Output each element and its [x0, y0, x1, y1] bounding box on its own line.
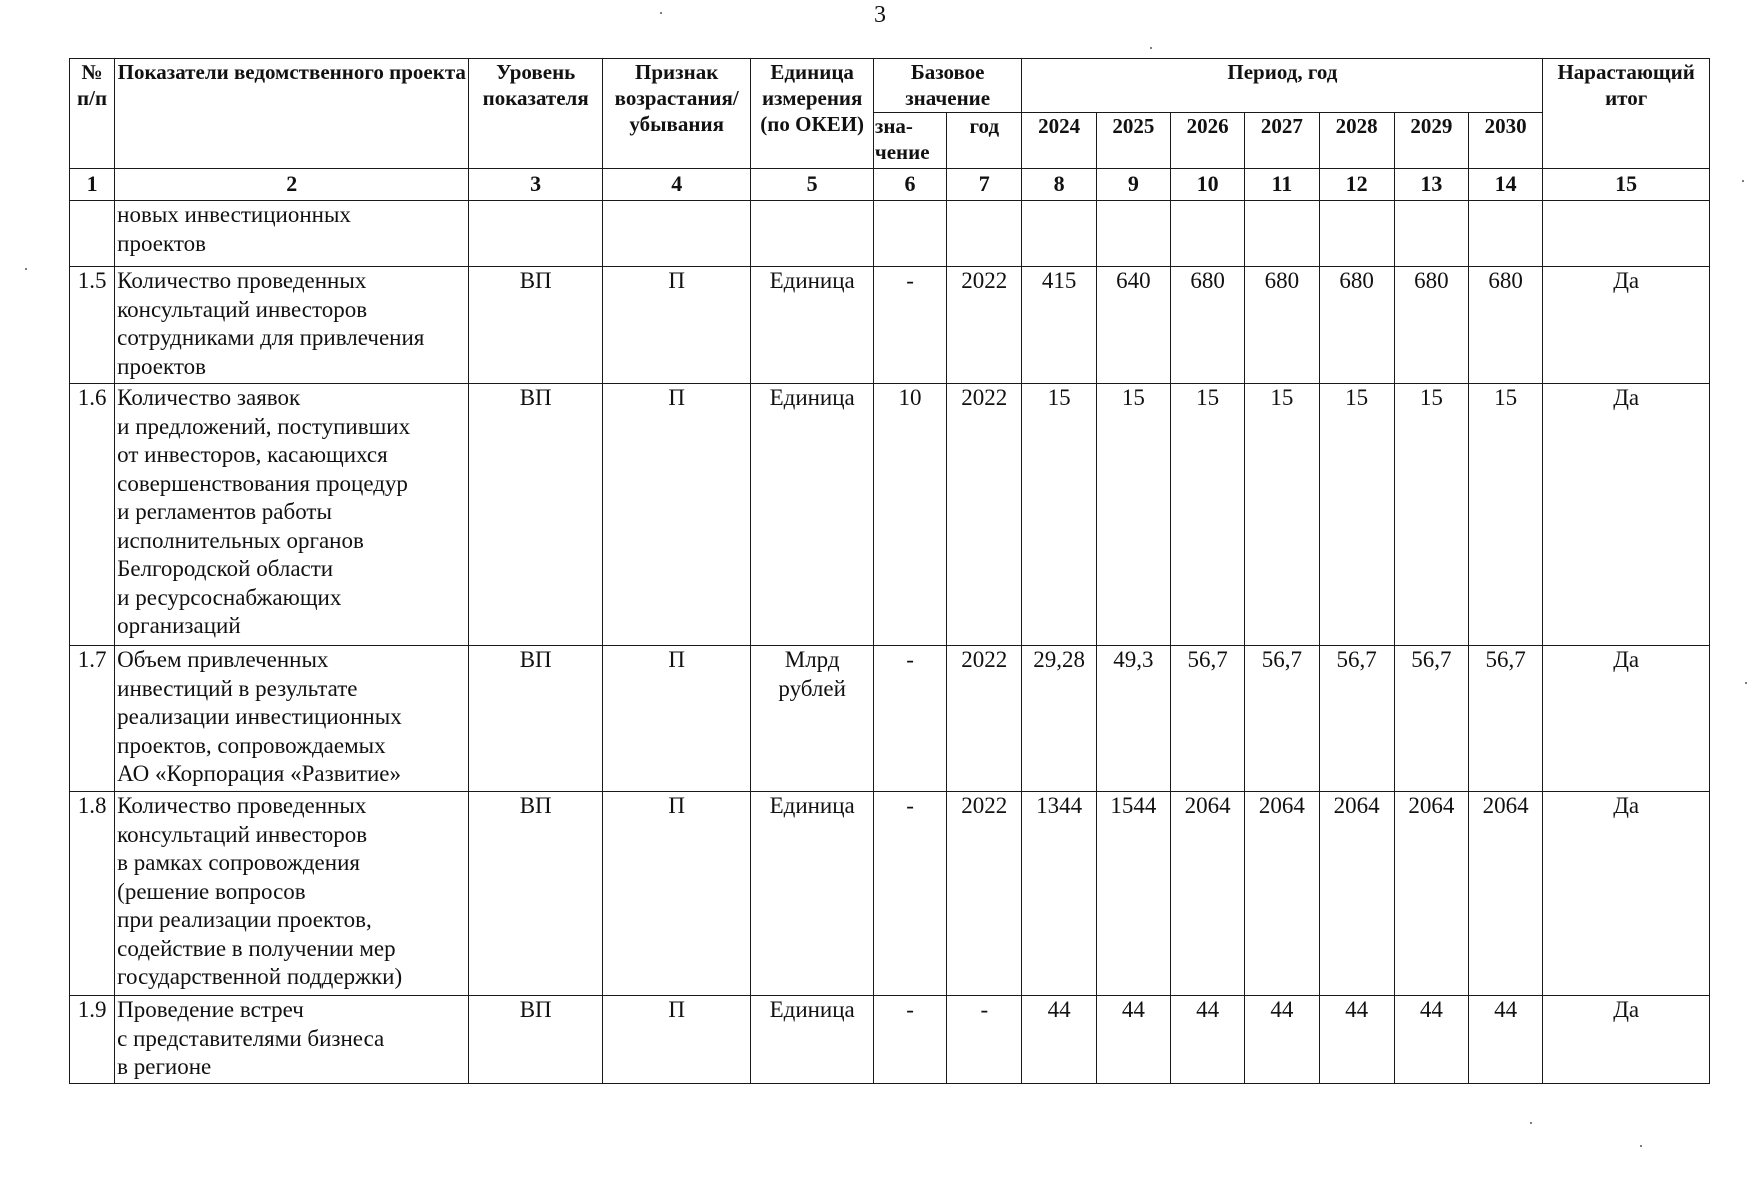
table-row-continuation: [70, 201, 1710, 267]
cell-value: 2064: [1469, 792, 1543, 996]
header-year: 2026: [1170, 113, 1244, 169]
cell-value: 2064: [1245, 792, 1319, 996]
cell-unit: Млрд рублей: [751, 646, 873, 792]
scan-speck: [660, 12, 662, 14]
cell-base-value: -: [873, 646, 946, 792]
cell-total: Да: [1543, 267, 1710, 384]
cell-indicator: Количество проведенных консультаций инвесторов в рамках сопровождения (решение вопросов при реализации проектов, содействие в получении мер государственной поддержки): [115, 792, 469, 996]
cell-indicator: новых инвестиционных проектов: [115, 201, 469, 267]
cell-empty: [1245, 201, 1319, 267]
scan-speck: [1640, 1145, 1642, 1147]
cell-base-year: -: [947, 996, 1022, 1084]
cell-value: 44: [1022, 996, 1096, 1084]
scan-speck: [1742, 180, 1744, 182]
cell-value: 44: [1394, 996, 1468, 1084]
cell-value: 56,7: [1170, 646, 1244, 792]
cell-value: 56,7: [1469, 646, 1543, 792]
cell-value: 29,28: [1022, 646, 1096, 792]
cell-base-year: 2022: [947, 792, 1022, 996]
column-number: 11: [1245, 169, 1319, 201]
column-number: 15: [1543, 169, 1710, 201]
cell-unit: Единица: [751, 792, 873, 996]
header-num: № п/п: [70, 59, 115, 169]
scan-speck: [1150, 47, 1152, 49]
cell-value: 15: [1319, 384, 1394, 646]
cell-total: Да: [1543, 384, 1710, 646]
cell-level: ВП: [469, 267, 602, 384]
cell-total: Да: [1543, 996, 1710, 1084]
header-unit: Единица измерения (по ОКЕИ): [751, 59, 873, 169]
cell-unit: Единица: [751, 267, 873, 384]
header-period: Период, год: [1022, 59, 1543, 113]
column-number: 6: [873, 169, 946, 201]
cell-value: 56,7: [1319, 646, 1394, 792]
cell-empty: [1319, 201, 1394, 267]
cell-value: 415: [1022, 267, 1096, 384]
cell-empty: [469, 201, 602, 267]
scan-speck: [25, 268, 27, 270]
cell-value: 15: [1245, 384, 1319, 646]
cell-value: 44: [1469, 996, 1543, 1084]
cell-indicator: Количество проведенных консультаций инвесторов сотрудниками для привлечения проектов: [115, 267, 469, 384]
cell-base-value: -: [873, 267, 946, 384]
cell-num: 1.8: [70, 792, 115, 996]
cell-value: 2064: [1319, 792, 1394, 996]
header-base-year: год: [947, 113, 1022, 169]
cell-value: 56,7: [1394, 646, 1468, 792]
cell-empty: [1170, 201, 1244, 267]
column-number: 8: [1022, 169, 1096, 201]
cell-sign: П: [602, 267, 751, 384]
cell-value: 1544: [1096, 792, 1170, 996]
cell-value: 44: [1245, 996, 1319, 1084]
cell-indicator: Объем привлеченных инвестиций в результате реализации инвестиционных проектов, сопровождаемых АО «Корпорация «Развитие»: [115, 646, 469, 792]
column-number: 7: [947, 169, 1022, 201]
cell-level: ВП: [469, 996, 602, 1084]
header-indicator: Показатели ведомственного проекта: [115, 59, 469, 169]
header-base: Базовое значение: [873, 59, 1022, 113]
cell-value: 15: [1170, 384, 1244, 646]
cell-value: 680: [1469, 267, 1543, 384]
cell-unit: Единица: [751, 996, 873, 1084]
header-year: 2028: [1319, 113, 1394, 169]
header-year: 2029: [1394, 113, 1468, 169]
cell-empty: [1543, 201, 1710, 267]
header-year: 2024: [1022, 113, 1096, 169]
header-total: Нарастающий итог: [1543, 59, 1710, 169]
cell-indicator: Количество заявок и предложений, поступивших от инвесторов, касающихся совершенствования процедур и регламентов работы исполнительных органов Белгородской области и ресурсоснабжающих организаций: [115, 384, 469, 646]
column-number: 14: [1469, 169, 1543, 201]
header-year: 2027: [1245, 113, 1319, 169]
cell-value: 2064: [1394, 792, 1468, 996]
table-row: [70, 267, 1710, 384]
scan-speck: [1530, 1122, 1532, 1124]
column-number: 2: [115, 169, 469, 201]
header-sign: Признак возрастания/ убывания: [602, 59, 751, 169]
cell-value: 15: [1394, 384, 1468, 646]
column-number: 4: [602, 169, 751, 201]
cell-value: 640: [1096, 267, 1170, 384]
cell-value: 1344: [1022, 792, 1096, 996]
column-number-row: [70, 169, 1710, 201]
cell-base-value: -: [873, 996, 946, 1084]
cell-sign: П: [602, 792, 751, 996]
table-row: [70, 792, 1710, 996]
cell-num: 1.6: [70, 384, 115, 646]
header-year: 2025: [1096, 113, 1170, 169]
column-number: 5: [751, 169, 873, 201]
cell-empty: [873, 201, 946, 267]
column-number: 9: [1096, 169, 1170, 201]
cell-level: ВП: [469, 646, 602, 792]
cell-base-year: 2022: [947, 646, 1022, 792]
cell-level: ВП: [469, 792, 602, 996]
header-year: 2030: [1469, 113, 1543, 169]
cell-value: 15: [1022, 384, 1096, 646]
table-row: [70, 384, 1710, 646]
cell-empty: [947, 201, 1022, 267]
cell-value: 44: [1170, 996, 1244, 1084]
cell-num: 1.7: [70, 646, 115, 792]
cell-base-year: 2022: [947, 384, 1022, 646]
cell-empty: [1469, 201, 1543, 267]
scan-speck: [1745, 682, 1747, 684]
cell-value: 44: [1319, 996, 1394, 1084]
cell-value: 49,3: [1096, 646, 1170, 792]
cell-value: 680: [1319, 267, 1394, 384]
cell-empty: [1394, 201, 1468, 267]
cell-value: 56,7: [1245, 646, 1319, 792]
table-row: [70, 646, 1710, 792]
cell-sign: П: [602, 646, 751, 792]
cell-num: 1.9: [70, 996, 115, 1084]
cell-unit: Единица: [751, 384, 873, 646]
cell-value: 2064: [1170, 792, 1244, 996]
cell-sign: П: [602, 996, 751, 1084]
column-number: 1: [70, 169, 115, 201]
cell-base-year: 2022: [947, 267, 1022, 384]
cell-value: 15: [1096, 384, 1170, 646]
cell-total: Да: [1543, 792, 1710, 996]
cell-empty: [1022, 201, 1096, 267]
cell-empty: [70, 201, 115, 267]
header-level: Уровень показателя: [469, 59, 602, 169]
cell-base-value: 10: [873, 384, 946, 646]
table-row: [70, 996, 1710, 1084]
cell-num: 1.5: [70, 267, 115, 384]
cell-value: 680: [1245, 267, 1319, 384]
header-base-value: зна- чение: [873, 113, 946, 169]
cell-total: Да: [1543, 646, 1710, 792]
column-number: 3: [469, 169, 602, 201]
cell-value: 15: [1469, 384, 1543, 646]
cell-value: 680: [1394, 267, 1468, 384]
cell-value: 680: [1170, 267, 1244, 384]
cell-empty: [1096, 201, 1170, 267]
page-number: 3: [874, 2, 886, 28]
cell-empty: [751, 201, 873, 267]
cell-empty: [602, 201, 751, 267]
cell-value: 44: [1096, 996, 1170, 1084]
column-number: 13: [1394, 169, 1468, 201]
indicators-table: [69, 58, 1710, 1084]
cell-sign: П: [602, 384, 751, 646]
cell-base-value: -: [873, 792, 946, 996]
column-number: 10: [1170, 169, 1244, 201]
column-number: 12: [1319, 169, 1394, 201]
cell-level: ВП: [469, 384, 602, 646]
cell-indicator: Проведение встреч с представителями бизнеса в регионе: [115, 996, 469, 1084]
